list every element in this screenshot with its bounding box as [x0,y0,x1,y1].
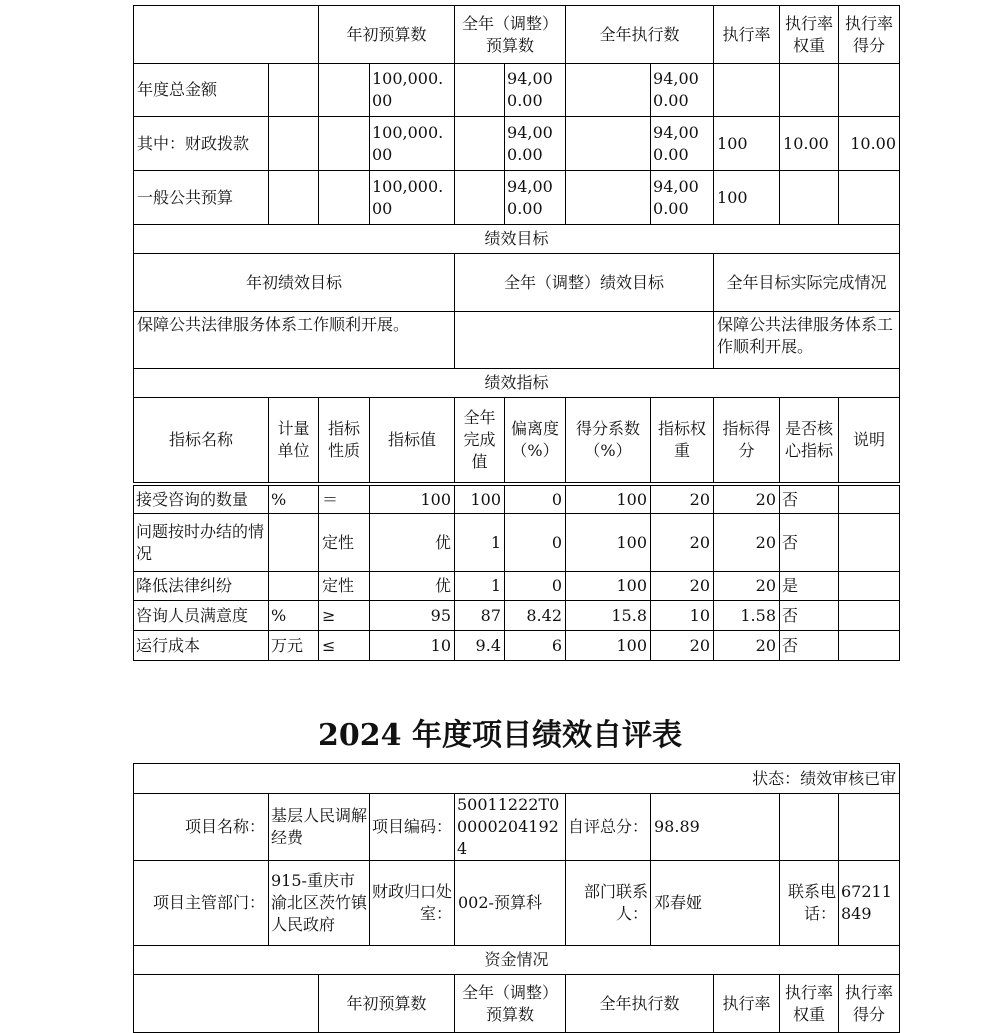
header-cell: 是否核心指标 [780,398,839,483]
table-row [134,514,900,572]
project-code: 50011222T000002041924 [455,794,566,861]
indicator-note [839,486,900,514]
blank-cell [455,117,505,171]
indicator-weight: 20 [651,631,714,661]
project-code-label: 项目编码： [370,794,455,861]
indicators-table [133,485,900,661]
col-exec-rate: 执行率 [714,6,780,64]
header-cell: 计量单位 [269,398,319,483]
blank-cell [455,171,505,225]
header-cell: 指标权重 [651,398,714,483]
table-row [134,794,900,861]
indicator-unit [269,514,319,572]
header-cell: 偏离度（%） [505,398,566,483]
self-score-label: 自评总分： [566,794,651,861]
header-cell: 得分系数（%） [566,398,651,483]
indicators-header-row [134,398,900,483]
indicator-score: 20 [714,572,780,601]
indicator-target: 优 [370,572,455,601]
header-cell: 指标性质 [319,398,370,483]
row-label: 年度总金额 [134,64,269,117]
office-value: 002-预算科 [455,861,566,946]
actual-value: 94,000.00 [651,171,714,225]
project-name: 基层人民调解经费 [269,794,370,861]
initial-value: 100,000.00 [370,117,455,171]
indicator-nature: 定性 [319,514,370,572]
blank-cell [319,171,370,225]
indicator-core: 否 [780,631,839,661]
blank-cell [839,794,900,861]
goals-actual-text: 保障公共法律服务体系工作顺利开展。 [714,312,900,369]
indicator-score: 1.58 [714,601,780,631]
indicator-name: 降低法律纠纷 [134,572,269,601]
indicator-deviation: 0 [505,572,566,601]
header-cell: 指标名称 [134,398,269,483]
indicator-name: 咨询人员满意度 [134,601,269,631]
col-adjusted-budget: 全年（调整）预算数 [455,975,566,1033]
blank-cell [319,117,370,171]
indicator-name: 运行成本 [134,631,269,661]
table-row [134,486,900,514]
indicator-coef: 100 [566,631,651,661]
project-info-table [133,763,900,1033]
indicator-deviation: 8.42 [505,601,566,631]
col-initial-budget: 年初预算数 [319,975,455,1033]
contact-label: 部门联系人： [566,861,651,946]
initial-value: 100,000.00 [370,64,455,117]
performance-table-top [133,5,900,483]
indicator-unit: 万元 [269,631,319,661]
indicator-core: 否 [780,601,839,631]
indicator-note [839,601,900,631]
table-row [134,117,900,171]
indicator-note [839,514,900,572]
indicator-coef: 100 [566,572,651,601]
blank-cell [780,794,839,861]
dept-label: 项目主管部门： [134,861,269,946]
indicator-target: 10 [370,631,455,661]
blank-cell [319,64,370,117]
blank-cell [269,64,319,117]
score-value [839,64,900,117]
col-exec-weight: 执行率权重 [780,975,839,1033]
indicator-target: 优 [370,514,455,572]
blank-cell [134,975,319,1033]
initial-value: 100,000.00 [370,171,455,225]
weight-value: 10.00 [780,117,839,171]
indicator-done: 1 [455,514,505,572]
indicator-done: 9.4 [455,631,505,661]
table-row [134,171,900,225]
indicator-score: 20 [714,486,780,514]
blank-cell [269,117,319,171]
indicator-nature: 定性 [319,572,370,601]
indicator-name: 问题按时办结的情况 [134,514,269,572]
indicator-note [839,572,900,601]
indicator-score: 20 [714,514,780,572]
blank-cell [455,64,505,117]
indicator-core: 否 [780,514,839,572]
office-label: 财政归口处室： [370,861,455,946]
col-actual: 全年执行数 [566,975,714,1033]
dept-value: 915-重庆市渝北区茨竹镇人民政府 [269,861,370,946]
table-row [134,601,900,631]
indicator-name: 接受咨询的数量 [134,486,269,514]
col-initial-budget: 年初预算数 [319,6,455,64]
header-cell: 全年完成值 [455,398,505,483]
phone-label: 联系电话： [780,861,839,946]
indicator-note [839,631,900,661]
indicator-deviation: 0 [505,514,566,572]
adjusted-value: 94,000.00 [505,171,566,225]
score-value: 10.00 [839,117,900,171]
page-title: 2024 年度项目绩效自评表 [318,718,682,753]
col-exec-rate: 执行率 [714,975,780,1033]
col-exec-score: 执行率得分 [839,975,900,1033]
indicator-unit [269,572,319,601]
project-name-label: 项目名称： [134,794,269,861]
goals-adjusted-header: 全年（调整）绩效目标 [455,254,714,312]
goals-adjusted-text [455,312,714,369]
goals-initial-text: 保障公共法律服务体系工作顺利开展。 [134,312,455,369]
col-exec-score: 执行率得分 [839,6,900,64]
funds-section-title: 资金情况 [134,946,900,975]
indicator-unit: % [269,486,319,514]
rate-value: 100 [714,171,780,225]
indicator-weight: 20 [651,486,714,514]
indicator-coef: 15.8 [566,601,651,631]
status-badge: 状态：绩效审核已审 [134,764,900,794]
indicator-done: 1 [455,572,505,601]
goals-section-title: 绩效目标 [134,225,900,254]
goals-actual-header: 全年目标实际完成情况 [714,254,900,312]
indicator-coef: 100 [566,514,651,572]
table-row [134,572,900,601]
blank-cell [566,117,651,171]
indicator-coef: 100 [566,486,651,514]
indicator-core: 是 [780,572,839,601]
header-cell: 指标值 [370,398,455,483]
table-row [134,631,900,661]
indicator-target: 95 [370,601,455,631]
header-cell: 说明 [839,398,900,483]
indicator-weight: 10 [651,601,714,631]
rate-value [714,64,780,117]
indicator-weight: 20 [651,572,714,601]
score-value [839,171,900,225]
goals-initial-header: 年初绩效目标 [134,254,455,312]
indicators-section-title: 绩效指标 [134,369,900,398]
indicator-score: 20 [714,631,780,661]
weight-value [780,171,839,225]
self-score: 98.89 [651,794,780,861]
header-cell: 指标得分 [714,398,780,483]
indicator-deviation: 6 [505,631,566,661]
indicator-nature: ≥ [319,601,370,631]
indicator-core: 否 [780,486,839,514]
indicator-target: 100 [370,486,455,514]
row-label: 一般公共预算 [134,171,269,225]
actual-value: 94,000.00 [651,117,714,171]
indicator-unit: % [269,601,319,631]
table-row [134,861,900,946]
indicator-done: 100 [455,486,505,514]
phone-value: 67211849 [839,861,900,946]
blank-cell [269,171,319,225]
row-label: 其中：财政拨款 [134,117,269,171]
blank-cell [134,6,319,64]
table-row [134,64,900,117]
blank-cell [566,64,651,117]
rate-value: 100 [714,117,780,171]
indicator-nature: ＝ [319,486,370,514]
indicator-weight: 20 [651,514,714,572]
indicator-deviation: 0 [505,486,566,514]
col-adjusted-budget: 全年（调整）预算数 [455,6,566,64]
weight-value [780,64,839,117]
contact-value: 邓春娅 [651,861,780,946]
actual-value: 94,000.00 [651,64,714,117]
col-actual: 全年执行数 [566,6,714,64]
adjusted-value: 94,000.00 [505,117,566,171]
blank-cell [566,171,651,225]
indicator-nature: ≤ [319,631,370,661]
indicator-done: 87 [455,601,505,631]
col-exec-weight: 执行率权重 [780,6,839,64]
adjusted-value: 94,000.00 [505,64,566,117]
